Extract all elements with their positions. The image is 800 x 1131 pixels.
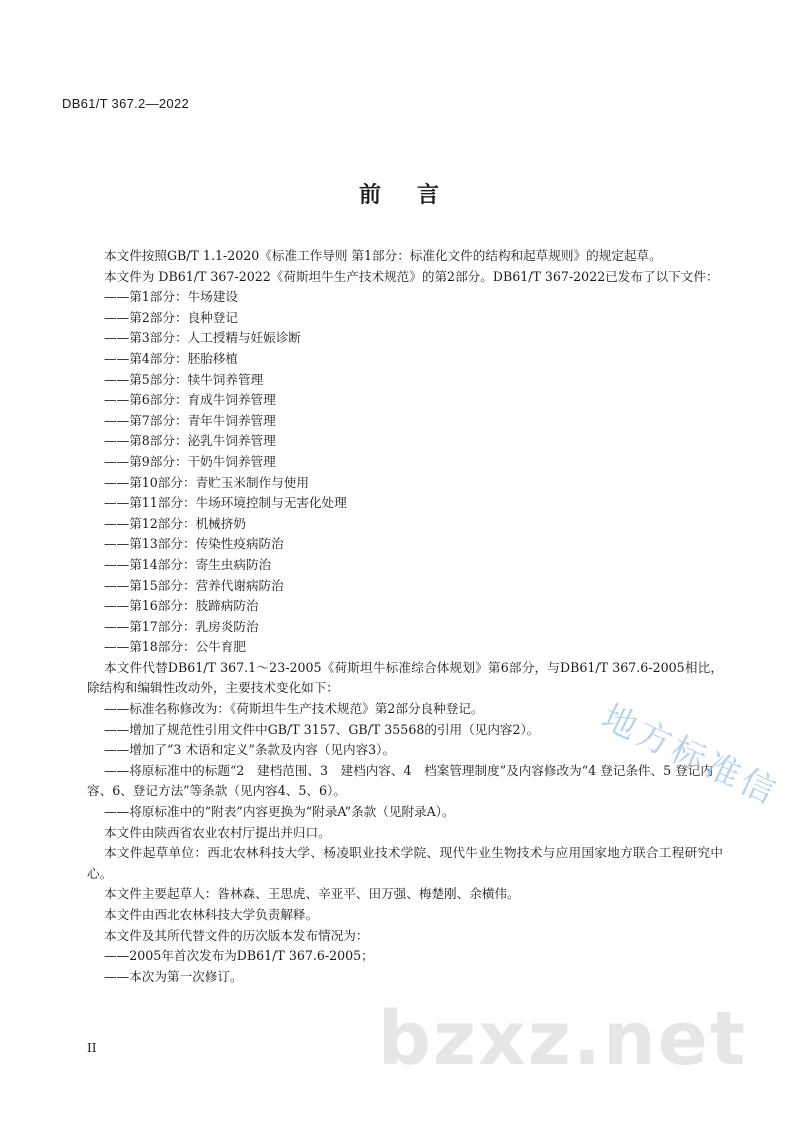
- list-item: ——增加了规范性引用文件中GB/T 3157、GB/T 35568的引用（见内容2）。: [104, 721, 540, 737]
- list-item: ——第9部分：干奶牛饲养管理: [104, 453, 276, 469]
- watermark-site-name: 地方标准信: [595, 697, 785, 814]
- list-item: ——第12部分：机械挤奶: [104, 515, 246, 531]
- list-item: ——2005年首次发布为DB61/T 367.6-2005；: [104, 948, 374, 964]
- paragraph-proposer: 本文件由陕西省农业农村厅提出并归口。: [104, 824, 331, 840]
- paragraph-series-intro: 本文件为 DB61/T 367-2022《荷斯坦牛生产技术规范》的第2部分。DB61/T 367-2022已发布了以下文件：: [104, 268, 719, 284]
- page-number: II: [87, 1041, 97, 1055]
- title-char-2: 言: [417, 183, 442, 208]
- document-body: [87, 246, 723, 987]
- list-item: ——第17部分：乳房炎防治: [104, 618, 259, 634]
- parts-list: [87, 287, 723, 658]
- list-item: ——第14部分：寄生虫病防治: [104, 556, 272, 572]
- paragraph-drafting-units: 本文件起草单位：西北农林科技大学、杨凌职业技术学院、现代牛业生物技术与应用国家地方联合工程研究中心。: [87, 845, 723, 881]
- list-item: ——第16部分：肢蹄病防治: [104, 598, 259, 614]
- page-title: [0, 178, 800, 209]
- list-item: ——第11部分：牛场环境控制与无害化处理: [104, 495, 347, 511]
- list-item: ——第1部分：牛场建设: [104, 289, 238, 305]
- paragraph-drafting-basis: 本文件按照GB/T 1.1-2020《标准工作导则 第1部分：标准化文件的结构和起草规则》的规定起草。: [104, 248, 662, 263]
- list-item: ——第4部分：胚胎移植: [104, 350, 238, 366]
- list-item: ——第13部分：传染性疫病防治: [104, 536, 284, 552]
- paragraph-interpretation: 本文件由西北农林科技大学负责解释。: [104, 907, 319, 922]
- title-char-1: 前: [358, 183, 383, 208]
- list-item: ——将原标准中的标题“2 建档范围、3 建档内容、4 档案管理制度”及内容修改为“4 登记条件、5 登记内容、6、登记方法”等条款（见内容4、5、6）。: [87, 762, 713, 799]
- list-item: ——第18部分：公牛育肥: [104, 639, 246, 655]
- paragraph-drafters: 本文件主要起草人：昝林森、王思虎、辛亚平、田万强、梅楚刚、余横伟。: [104, 886, 520, 902]
- list-item: ——第15部分：营养代谢病防治: [104, 577, 284, 593]
- paragraph-history-intro: 本文件及其所代替文件的历次版本发布情况为：: [104, 927, 369, 943]
- list-item: ——第5部分：犊牛饲养管理: [104, 371, 264, 387]
- paragraph-replacement: 本文件代替DB61/T 367.1～23-2005《荷斯坦牛标准综合体规划》第6部分，与DB61/T 367.6-2005相比，除结构和编辑性改动外，主要技术变化如下：: [87, 659, 723, 696]
- list-item: ——将原标准中的“附表”内容更换为“附录A”条款（见附录A）。: [104, 804, 455, 820]
- list-item: ——第10部分：青贮玉米制作与使用: [104, 474, 309, 490]
- list-item: ——增加了“3 术语和定义”条款及内容（见内容3）。: [104, 742, 396, 758]
- list-item: ——第8部分：泌乳牛饲养管理: [104, 433, 276, 449]
- list-item: ——本次为第一次修订。: [104, 968, 243, 984]
- list-item: ——标准名称修改为：《荷斯坦牛生产技术规范》第2部分良种登记。: [104, 701, 484, 717]
- watermark-domain: bzxz.net: [378, 996, 748, 1082]
- standard-code: DB61/T 367.2—2022: [62, 96, 190, 111]
- history-list: [87, 946, 723, 987]
- list-item: ——第3部分：人工授精与妊娠诊断: [104, 330, 301, 346]
- list-item: ——第6部分：育成牛饲养管理: [104, 392, 276, 408]
- list-item: ——第2部分：良种登记: [104, 309, 238, 325]
- list-item: ——第7部分：青年牛饲养管理: [104, 412, 276, 428]
